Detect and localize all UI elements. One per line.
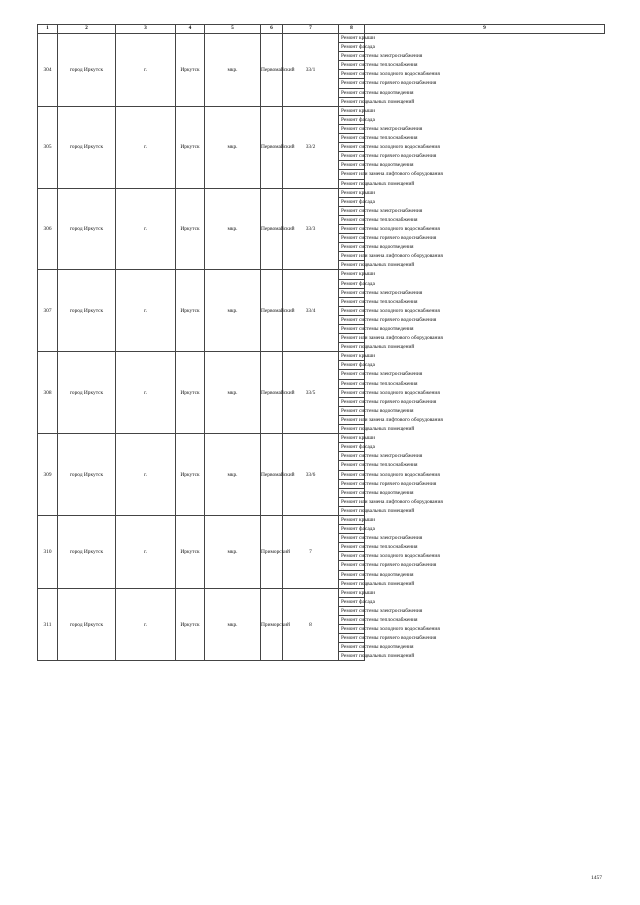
street-name: Приморский [261, 515, 283, 588]
record-number: 311 [38, 588, 58, 661]
work-type: Ремонт системы холодного водоснабжения [339, 388, 365, 397]
table-row [38, 34, 605, 43]
work-type: Ремонт системы холодного водоснабжения [339, 470, 365, 479]
work-type: Ремонт системы теплоснабжения [339, 379, 365, 388]
street-name: Первомайский [261, 352, 283, 434]
work-type: Ремонт системы горячего водоснабжения [339, 315, 365, 324]
record-number: 304 [38, 34, 58, 107]
municipality: город Иркутск [58, 270, 116, 352]
work-type: Ремонт системы холодного водоснабжения [339, 552, 365, 561]
work-type: Ремонт системы электроснабжения [339, 288, 365, 297]
table-row [38, 106, 605, 115]
work-type: Ремонт системы горячего водоснабжения [339, 234, 365, 243]
house-number: 7 [283, 515, 339, 588]
work-type: Ремонт системы водоотведения [339, 570, 365, 579]
work-type: Ремонт системы теплоснабжения [339, 461, 365, 470]
record-number: 309 [38, 434, 58, 516]
work-type: Ремонт подвальных помещений [339, 179, 365, 188]
work-type: Ремонт или замена лифтового оборудования [339, 170, 365, 179]
settlement-type: г. [116, 352, 176, 434]
house-number: 33/1 [283, 34, 339, 107]
work-type: Ремонт крыши [339, 106, 365, 115]
work-type: Ремонт системы холодного водоснабжения [339, 306, 365, 315]
work-type: Ремонт системы холодного водоснабжения [339, 625, 365, 634]
table-row [38, 588, 605, 597]
work-type: Ремонт или замена лифтового оборудования [339, 252, 365, 261]
street-type: мкр. [205, 270, 261, 352]
work-type: Ремонт системы холодного водоснабжения [339, 224, 365, 233]
street-type: мкр. [205, 588, 261, 661]
street-type: мкр. [205, 434, 261, 516]
table-body [38, 34, 605, 661]
work-type: Ремонт фасада [339, 115, 365, 124]
settlement-type: г. [116, 34, 176, 107]
work-type: Ремонт фасада [339, 197, 365, 206]
work-type: Ремонт подвальных помещений [339, 425, 365, 434]
work-type: Ремонт системы горячего водоснабжения [339, 397, 365, 406]
street-name: Первомайский [261, 270, 283, 352]
column-header: 3 [116, 25, 176, 34]
house-number: 33/5 [283, 352, 339, 434]
column-header: 9 [365, 25, 605, 34]
street-type: мкр. [205, 188, 261, 270]
record-number: 308 [38, 352, 58, 434]
house-number: 33/6 [283, 434, 339, 516]
street-name: Первомайский [261, 106, 283, 188]
work-type: Ремонт фасада [339, 279, 365, 288]
column-header: 6 [261, 25, 283, 34]
work-type: Ремонт крыши [339, 34, 365, 43]
settlement-type: г. [116, 270, 176, 352]
work-type: Ремонт системы теплоснабжения [339, 61, 365, 70]
street-name: Первомайский [261, 188, 283, 270]
work-type: Ремонт системы холодного водоснабжения [339, 143, 365, 152]
work-type: Ремонт системы холодного водоснабжения [339, 70, 365, 79]
work-type: Ремонт системы электроснабжения [339, 124, 365, 133]
repair-program-table [37, 24, 605, 661]
municipality: город Иркутск [58, 188, 116, 270]
column-header: 4 [176, 25, 205, 34]
settlement-name: Иркутск [176, 106, 205, 188]
record-number: 305 [38, 106, 58, 188]
municipality: город Иркутск [58, 34, 116, 107]
settlement-type: г. [116, 106, 176, 188]
municipality: город Иркутск [58, 588, 116, 661]
work-type: Ремонт крыши [339, 434, 365, 443]
work-type: Ремонт системы горячего водоснабжения [339, 79, 365, 88]
table-row [38, 352, 605, 361]
settlement-name: Иркутск [176, 270, 205, 352]
house-number: 33/4 [283, 270, 339, 352]
settlement-name: Иркутск [176, 188, 205, 270]
street-type: мкр. [205, 106, 261, 188]
house-number: 8 [283, 588, 339, 661]
work-type: Ремонт крыши [339, 270, 365, 279]
work-type: Ремонт системы теплоснабжения [339, 543, 365, 552]
street-type: мкр. [205, 515, 261, 588]
header-row [38, 25, 605, 34]
work-type: Ремонт подвальных помещений [339, 652, 365, 661]
street-name: Первомайский [261, 434, 283, 516]
work-type: Ремонт системы электроснабжения [339, 370, 365, 379]
work-type: Ремонт системы теплоснабжения [339, 297, 365, 306]
work-type: Ремонт фасада [339, 443, 365, 452]
work-type: Ремонт системы водоотведения [339, 406, 365, 415]
settlement-name: Иркутск [176, 588, 205, 661]
work-type: Ремонт подвальных помещений [339, 97, 365, 106]
settlement-type: г. [116, 588, 176, 661]
table-row [38, 270, 605, 279]
work-type: Ремонт или замена лифтового оборудования [339, 334, 365, 343]
work-type: Ремонт фасада [339, 525, 365, 534]
work-type: Ремонт фасада [339, 597, 365, 606]
work-type: Ремонт крыши [339, 515, 365, 524]
work-type: Ремонт системы электроснабжения [339, 452, 365, 461]
work-type: Ремонт подвальных помещений [339, 579, 365, 588]
work-type: Ремонт системы водоотведения [339, 488, 365, 497]
street-type: мкр. [205, 352, 261, 434]
house-number: 33/2 [283, 106, 339, 188]
work-type: Ремонт системы электроснабжения [339, 206, 365, 215]
work-type: Ремонт системы водоотведения [339, 643, 365, 652]
work-type: Ремонт системы теплоснабжения [339, 616, 365, 625]
house-number: 33/3 [283, 188, 339, 270]
settlement-name: Иркутск [176, 434, 205, 516]
work-type: Ремонт системы водоотведения [339, 325, 365, 334]
work-type: Ремонт подвальных помещений [339, 261, 365, 270]
work-type: Ремонт фасада [339, 43, 365, 52]
table-row [38, 515, 605, 524]
record-number: 307 [38, 270, 58, 352]
settlement-type: г. [116, 434, 176, 516]
settlement-name: Иркутск [176, 352, 205, 434]
work-type: Ремонт подвальных помещений [339, 506, 365, 515]
work-type: Ремонт системы электроснабжения [339, 534, 365, 543]
work-type: Ремонт системы электроснабжения [339, 606, 365, 615]
record-number: 306 [38, 188, 58, 270]
work-type: Ремонт подвальных помещений [339, 343, 365, 352]
column-header: 8 [339, 25, 365, 34]
municipality: город Иркутск [58, 106, 116, 188]
work-type: Ремонт системы теплоснабжения [339, 215, 365, 224]
column-header: 7 [283, 25, 339, 34]
street-name: Приморский [261, 588, 283, 661]
work-type: Ремонт системы горячего водоснабжения [339, 561, 365, 570]
table-row [38, 434, 605, 443]
municipality: город Иркутск [58, 352, 116, 434]
settlement-name: Иркутск [176, 515, 205, 588]
street-type: мкр. [205, 34, 261, 107]
work-type: Ремонт системы горячего водоснабжения [339, 479, 365, 488]
settlement-type: г. [116, 188, 176, 270]
document-sheet [37, 24, 604, 661]
work-type: Ремонт крыши [339, 588, 365, 597]
work-type: Ремонт системы горячего водоснабжения [339, 152, 365, 161]
column-header: 2 [58, 25, 116, 34]
work-type: Ремонт фасада [339, 361, 365, 370]
municipality: город Иркутск [58, 515, 116, 588]
page-number: 1457 [591, 875, 602, 881]
municipality: город Иркутск [58, 434, 116, 516]
work-type: Ремонт крыши [339, 188, 365, 197]
record-number: 310 [38, 515, 58, 588]
settlement-name: Иркутск [176, 34, 205, 107]
table-row [38, 188, 605, 197]
work-type: Ремонт системы водоотведения [339, 161, 365, 170]
work-type: Ремонт системы горячего водоснабжения [339, 634, 365, 643]
street-name: Первомайский [261, 34, 283, 107]
work-type: Ремонт системы водоотведения [339, 243, 365, 252]
work-type: Ремонт системы теплоснабжения [339, 134, 365, 143]
column-header: 1 [38, 25, 58, 34]
work-type: Ремонт или замена лифтового оборудования [339, 415, 365, 424]
settlement-type: г. [116, 515, 176, 588]
work-type: Ремонт крыши [339, 352, 365, 361]
column-header: 5 [205, 25, 261, 34]
work-type: Ремонт системы водоотведения [339, 88, 365, 97]
work-type: Ремонт системы электроснабжения [339, 52, 365, 61]
work-type: Ремонт или замена лифтового оборудования [339, 497, 365, 506]
